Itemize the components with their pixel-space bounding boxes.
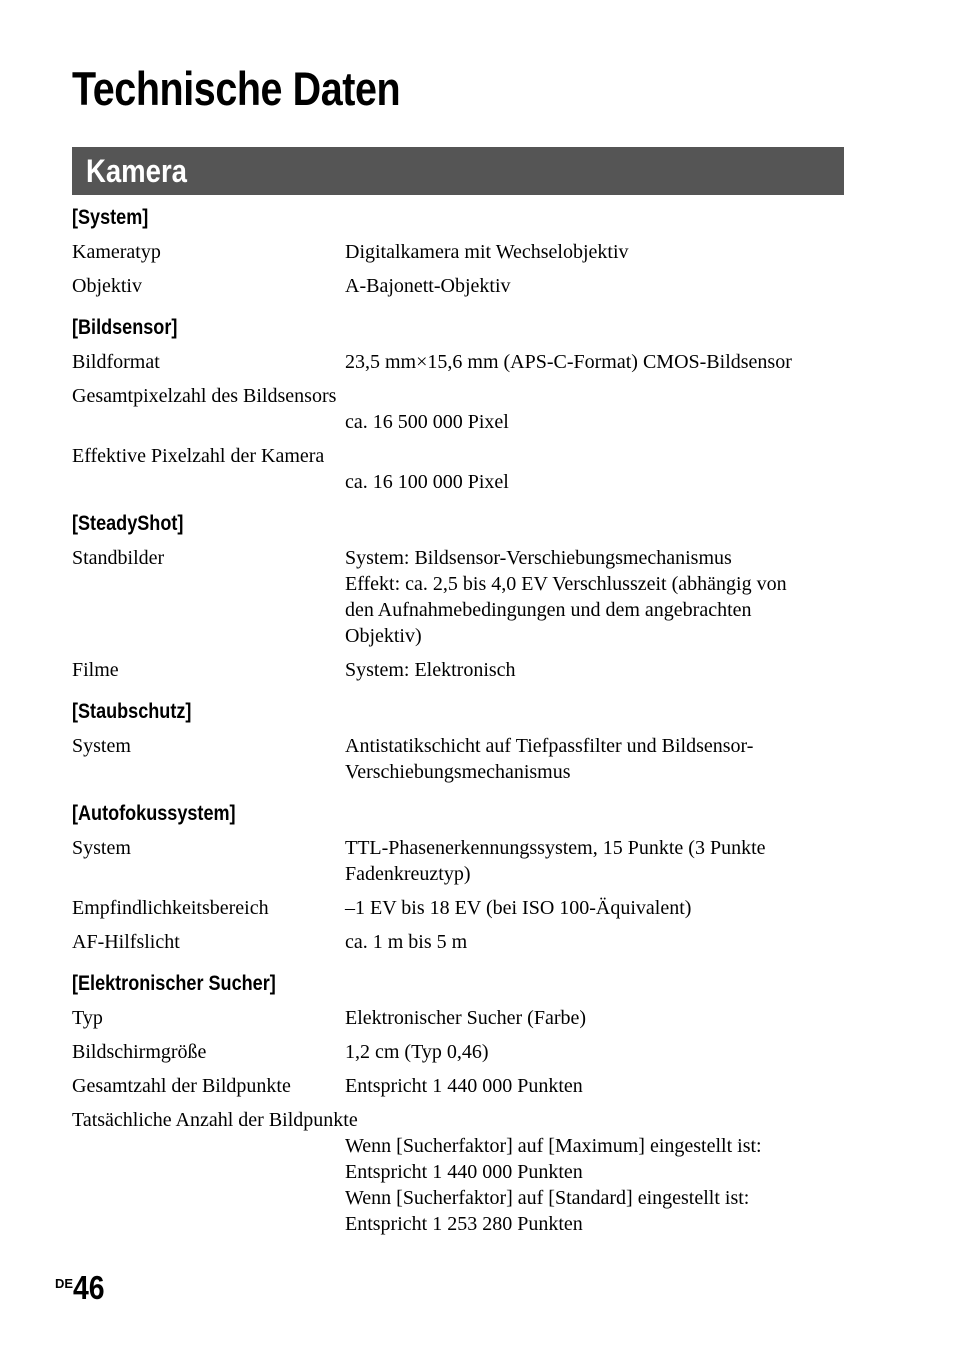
spec-value-line: Wenn [Sucherfaktor] auf [Maximum] eingestellt ist: — [345, 1135, 762, 1157]
spec-value — [345, 657, 852, 683]
page-number: 46 — [73, 1269, 105, 1306]
spec-section — [72, 967, 852, 1241]
spec-value — [345, 349, 852, 375]
section-bar — [72, 147, 844, 195]
spec-label: Kameratyp — [72, 241, 161, 263]
spec-row — [72, 1069, 852, 1103]
spec-row — [72, 925, 852, 959]
spec-label: Gesamtzahl der Bildpunkte — [72, 1075, 291, 1097]
spec-value — [345, 835, 852, 887]
spec-value-line: 1,2 cm (Typ 0,46) — [345, 1041, 489, 1063]
spec-label: Bildformat — [72, 351, 160, 373]
spec-row — [72, 891, 852, 925]
spec-value-line: Entspricht 1 440 000 Punkten — [345, 1161, 583, 1183]
spec-value-line: den Aufnahmebedingungen und dem angebrachten — [345, 599, 752, 621]
section-heading: [SteadyShot] — [72, 512, 184, 535]
spec-value — [345, 239, 852, 265]
spec-row — [72, 653, 852, 687]
spec-value-line: ca. 16 500 000 Pixel — [345, 411, 509, 433]
spec-value-line: Effekt: ca. 2,5 bis 4,0 EV Verschlusszeit (abhängig von — [345, 573, 787, 595]
spec-value-line: A-Bajonett-Objektiv — [345, 275, 511, 297]
section-heading: [Elektronischer Sucher] — [72, 972, 276, 995]
spec-value-line: –1 EV bis 18 EV (bei ISO 100-Äquivalent) — [345, 897, 692, 919]
spec-section — [72, 695, 852, 789]
spec-value — [345, 273, 852, 299]
spec-row — [72, 1001, 852, 1035]
spec-value — [345, 1073, 852, 1099]
spec-label: System — [72, 735, 131, 757]
spec-value-line: Objektiv) — [345, 625, 422, 647]
spec-section — [72, 311, 852, 499]
page-footer — [55, 1268, 110, 1308]
spec-row — [72, 541, 852, 653]
spec-section — [72, 507, 852, 687]
spec-section — [72, 797, 852, 959]
spec-label: Tatsächliche Anzahl der Bildpunkte — [72, 1109, 358, 1131]
spec-value-line: Antistatikschicht auf Tiefpassfilter und Bildsensor- — [345, 735, 754, 757]
spec-row — [72, 439, 852, 499]
spec-row — [72, 1035, 852, 1069]
spec-value-line: System: Bildsensor-Verschiebungsmechanismus — [345, 547, 732, 569]
section-heading: [Autofokussystem] — [72, 802, 236, 825]
spec-label: AF-Hilfslicht — [72, 931, 180, 953]
spec-label: Objektiv — [72, 275, 142, 297]
spec-row — [72, 345, 852, 379]
spec-row — [72, 379, 852, 439]
spec-row — [72, 235, 852, 269]
spec-row — [72, 831, 852, 891]
spec-row — [72, 269, 852, 303]
spec-row — [72, 1103, 852, 1241]
language-code: DE — [55, 1276, 74, 1291]
spec-label: Gesamtpixelzahl des Bildsensors — [72, 385, 337, 407]
spec-value — [345, 1039, 852, 1065]
section-bar-label: Kamera — [86, 153, 187, 189]
spec-value-line: Entspricht 1 253 280 Punkten — [345, 1213, 583, 1235]
spec-value — [345, 929, 852, 955]
spec-value-line: TTL-Phasenerkennungssystem, 15 Punkte (3 Punkte — [345, 837, 766, 859]
spec-value — [345, 1133, 852, 1237]
spec-label: System — [72, 837, 131, 859]
spec-value-line: ca. 1 m bis 5 m — [345, 931, 468, 953]
spec-row — [72, 729, 852, 789]
spec-label: Typ — [72, 1007, 103, 1029]
spec-value-line: 23,5 mm×15,6 mm (APS-C-Format) CMOS-Bildsensor — [345, 351, 792, 373]
spec-value-line: Elektronischer Sucher (Farbe) — [345, 1007, 587, 1029]
page-title: Technische Daten — [72, 62, 401, 115]
spec-label: Empfindlichkeitsbereich — [72, 897, 269, 919]
spec-label: Standbilder — [72, 547, 165, 569]
spec-value-line: System: Elektronisch — [345, 659, 516, 681]
spec-value-line: Wenn [Sucherfaktor] auf [Standard] eingestellt ist: — [345, 1187, 750, 1209]
spec-value — [345, 1005, 852, 1031]
spec-label: Filme — [72, 659, 119, 681]
spec-value-line: Entspricht 1 440 000 Punkten — [345, 1075, 583, 1097]
section-heading: [Staubschutz] — [72, 700, 192, 723]
spec-value — [345, 895, 852, 921]
spec-value-line: Verschiebungsmechanismus — [345, 761, 571, 783]
spec-content — [72, 201, 852, 1241]
spec-section — [72, 201, 852, 303]
spec-value — [345, 409, 852, 435]
spec-value-line: Fadenkreuztyp) — [345, 863, 471, 885]
spec-label: Effektive Pixelzahl der Kamera — [72, 445, 325, 467]
spec-label: Bildschirmgröße — [72, 1041, 207, 1063]
spec-value-line: Digitalkamera mit Wechselobjektiv — [345, 241, 629, 263]
spec-value — [345, 733, 852, 785]
spec-value — [345, 469, 852, 495]
spec-value-line: ca. 16 100 000 Pixel — [345, 471, 509, 493]
section-heading: [Bildsensor] — [72, 316, 178, 339]
spec-value — [345, 545, 852, 649]
section-heading: [System] — [72, 206, 149, 229]
